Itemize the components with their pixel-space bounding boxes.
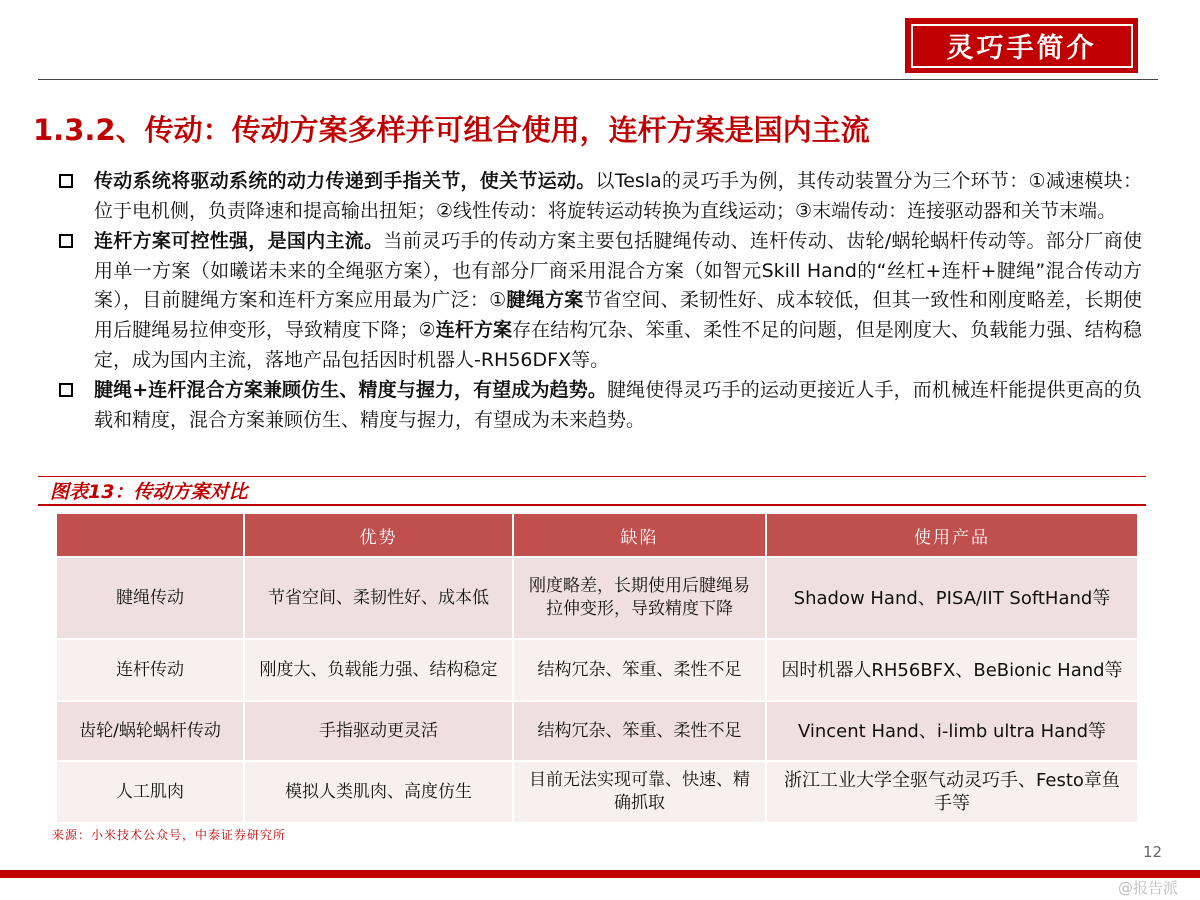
- page-heading: 1.3.2、传动：传动方案多样并可组合使用，连杆方案是国内主流: [33, 113, 870, 147]
- table-row: [56, 557, 1138, 639]
- bullet-2-tendon-desc: 节省空间、柔韧性好、成本较低，但其一致性和刚度略差，长期使用后腱绳易拉伸变形，导致精度下降；②: [94, 289, 1142, 341]
- table-row: [56, 639, 1138, 701]
- table-cell: Shadow Hand、PISA/IIT SoftHand等: [766, 557, 1138, 639]
- bullet-3-body: 腱绳使得灵巧手的运动更接近人手，而机械连杆能提供更高的负载和精度，混合方案兼顾仿生、精度与握力，有望成为未来趋势。: [94, 379, 1142, 431]
- table-cell: 腱绳传动: [56, 557, 244, 639]
- bullet-2-lead: 连杆方案可控性强，是国内主流。: [94, 230, 384, 253]
- table-cell: 浙江工业大学全驱气动灵巧手、Festo章鱼手等: [766, 761, 1138, 823]
- table-cell: 手指驱动更灵活: [244, 701, 513, 761]
- bullet-1-body: 以Tesla的灵巧手为例，其传动装置分为三个环节：①减速模块：位于电机侧，负责降速和提高输出扭矩；②线性传动：将旋转运动转换为直线运动；③末端传动：连接驱动器和关节末端。: [94, 170, 1142, 222]
- bullet-list: [57, 148, 1142, 435]
- table-cell: 目前无法实现可靠、快速、精确抓取: [513, 761, 766, 823]
- bullet-item-2: [57, 227, 1142, 375]
- section-badge-label: 灵巧手简介: [911, 24, 1133, 68]
- table-cell: 结构冗杂、笨重、柔性不足: [513, 701, 766, 761]
- table-header-cell: 优势: [244, 513, 513, 557]
- table-cell: 因时机器人RH56BFX、BeBionic Hand等: [766, 639, 1138, 701]
- top-divider: [38, 79, 1158, 80]
- bullet-2-linkage-desc: 存在结构冗杂、笨重、柔性不足的问题，但是刚度大、负载能力强、结构稳定，成为国内主流，落地产品包括因时机器人-RH56DFX等。: [94, 318, 1142, 371]
- watermark: @报告派: [1118, 879, 1179, 897]
- table-row: [56, 701, 1138, 761]
- bullet-3-lead: 腱绳+连杆混合方案兼顾仿生、精度与握力，有望成为趋势。: [94, 379, 607, 402]
- table-cell: 刚度大、负载能力强、结构稳定: [244, 639, 513, 701]
- table-cell: 人工肌肉: [56, 761, 244, 823]
- source-note: 来源：小米技术公众号，中泰证券研究所: [52, 828, 287, 842]
- table-header-cell: 使用产品: [766, 513, 1138, 557]
- table-header-cell: [56, 513, 244, 557]
- table-cell: 模拟人类肌肉、高度仿生: [244, 761, 513, 823]
- checkbox-icon: [59, 174, 73, 188]
- table-cell: Vincent Hand、i-limb ultra Hand等: [766, 701, 1138, 761]
- footer-bar: [0, 870, 1200, 878]
- bullet-2-body: 当前灵巧手的传动方案主要包括腱绳传动、连杆传动、齿轮/蜗轮蜗杆传动等。部分厂商使用单一方案（如曦诺未来的全绳驱方案），也有部分厂商采用混合方案（如智元Skill Hand的“丝杠+连杆+腱绳”混合传动方案），目前腱绳方案和连杆方案应用最为广泛：①: [94, 230, 1142, 312]
- bullet-item-1: [57, 167, 1142, 226]
- table-cell: 齿轮/蜗轮蜗杆传动: [56, 701, 244, 761]
- figure-label: 图表13：传动方案对比: [50, 481, 248, 503]
- table-cell: 连杆传动: [56, 639, 244, 701]
- checkbox-icon: [59, 234, 73, 248]
- table-cell: 节省空间、柔韧性好、成本低: [244, 557, 513, 639]
- bullet-2-tendon-term: 腱绳方案: [506, 289, 584, 312]
- table-cell: 刚度略差，长期使用后腱绳易拉伸变形，导致精度下降: [513, 557, 766, 639]
- table-header-row: [56, 513, 1138, 557]
- section-badge: [905, 18, 1138, 73]
- table-row: [56, 761, 1138, 823]
- checkbox-icon: [59, 383, 73, 397]
- bullet-item-3: [57, 376, 1142, 435]
- table-header-cell: 缺陷: [513, 513, 766, 557]
- figure-caption-bar: [38, 476, 1146, 506]
- table-cell: 结构冗杂、笨重、柔性不足: [513, 639, 766, 701]
- page-number: 12: [1143, 843, 1163, 861]
- bullet-1-lead: 传动系统将驱动系统的动力传递到手指关节，使关节运动。: [94, 170, 596, 192]
- comparison-table: [55, 512, 1139, 824]
- bullet-2-linkage-term: 连杆方案: [435, 318, 513, 341]
